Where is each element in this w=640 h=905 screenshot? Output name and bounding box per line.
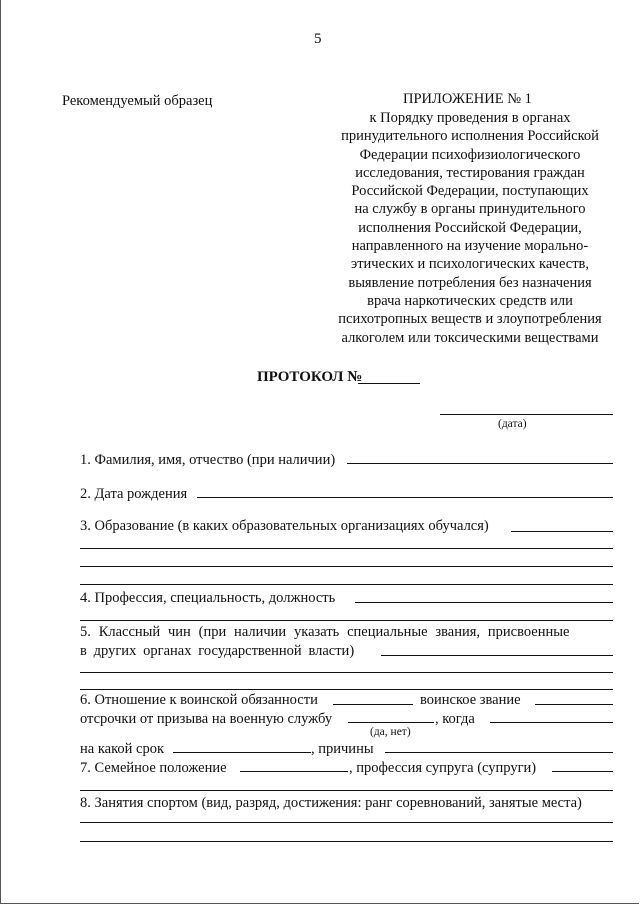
field-sports-line-1[interactable] <box>80 822 613 823</box>
field-education-label: 3. Образование (в каких образовательных организациях обучался) <box>80 518 489 534</box>
recommended-sample-label: Рекомендуемый образец <box>62 93 213 109</box>
field-education-line-4[interactable] <box>80 584 613 585</box>
appendix-line: врача наркотических средств или <box>367 292 573 309</box>
field-spouse-profession-label: , профессия супруга (супруги) <box>349 760 537 776</box>
field-spouse-profession-line[interactable] <box>552 771 613 772</box>
field-birth-date-label: 2. Дата рождения <box>80 486 188 502</box>
appendix-line: к Порядку проведения в органах <box>369 110 571 126</box>
field-deferment-label: отсрочки от призыва на военную службу <box>80 711 333 727</box>
appendix-description <box>330 109 610 347</box>
field-profession-label: 4. Профессия, специальность, должность <box>80 590 336 606</box>
field-deferment-when-label: , когда <box>435 711 475 727</box>
field-reasons-line[interactable] <box>385 752 613 753</box>
field-class-rank-line-2[interactable] <box>80 672 613 673</box>
page-number: 5 <box>314 31 322 47</box>
field-reasons-label: , причины <box>311 741 374 757</box>
field-class-rank-label-1: 5. Классный чин (при наличии указать специальные звания, присвоенные <box>80 624 570 640</box>
field-education-line[interactable] <box>511 531 613 532</box>
appendix-line: психотропных веществ и злоупотребления <box>338 311 602 328</box>
field-marital-status-label: 7. Семейное положение <box>80 760 227 776</box>
field-marital-status-line[interactable] <box>240 771 348 772</box>
field-class-rank-line[interactable] <box>381 655 613 656</box>
field-full-name-line[interactable] <box>347 463 613 464</box>
field-term-line[interactable] <box>173 752 311 753</box>
field-military-duty-line[interactable] <box>333 704 413 705</box>
appendix-line: направленного на изучение морально- <box>351 238 589 255</box>
appendix-line: выявление потребления без назначения <box>348 274 592 291</box>
appendix-line: этических и психологических качеств, <box>350 256 590 273</box>
field-sports-label: 8. Занятия спортом (вид, разряд, достижения: ранг соревнований, занятые места) <box>80 795 582 811</box>
appendix-line: на службу в органы принудительного <box>354 201 586 218</box>
field-sports-line-2[interactable] <box>80 841 613 842</box>
field-class-rank-label-2: в других органах государственной власти) <box>80 643 355 659</box>
date-line[interactable] <box>440 414 613 415</box>
field-deferment-line[interactable] <box>348 722 434 723</box>
appendix-line: Федерации психофизиологического <box>359 146 581 163</box>
field-military-rank-label: воинское звание <box>420 692 521 708</box>
field-profession-line-2[interactable] <box>80 620 613 621</box>
appendix-line: исполнения Российской Федерации, <box>358 219 582 236</box>
field-term-label: на какой срок <box>80 741 165 757</box>
field-military-rank-line[interactable] <box>535 704 613 705</box>
field-deferment-when-line[interactable] <box>490 722 613 723</box>
protocol-title: ПРОТОКОЛ № <box>257 369 363 385</box>
field-deferment-hint: (да, нет) <box>370 726 411 738</box>
field-birth-date-line[interactable] <box>197 497 613 498</box>
field-full-name-label: 1. Фамилия, имя, отчество (при наличии) <box>80 452 336 468</box>
appendix-line: алкоголем или токсическими веществами <box>341 329 599 346</box>
field-class-rank-line-3[interactable] <box>80 689 613 690</box>
field-family-line-2[interactable] <box>80 790 613 791</box>
field-profession-line[interactable] <box>355 602 613 603</box>
protocol-number-line[interactable] <box>358 383 420 384</box>
field-education-line-2[interactable] <box>80 548 613 549</box>
field-military-duty-label: 6. Отношение к воинской обязанности <box>80 692 318 708</box>
appendix-line: исследования, тестирования граждан <box>355 164 585 181</box>
appendix-line: Российской Федерации, поступающих <box>351 183 589 200</box>
date-label: (дата) <box>498 418 527 430</box>
field-education-line-3[interactable] <box>80 566 613 567</box>
appendix-line: принудительного исполнения Российской <box>341 128 599 145</box>
appendix-title: ПРИЛОЖЕНИЕ № 1 <box>403 91 532 107</box>
